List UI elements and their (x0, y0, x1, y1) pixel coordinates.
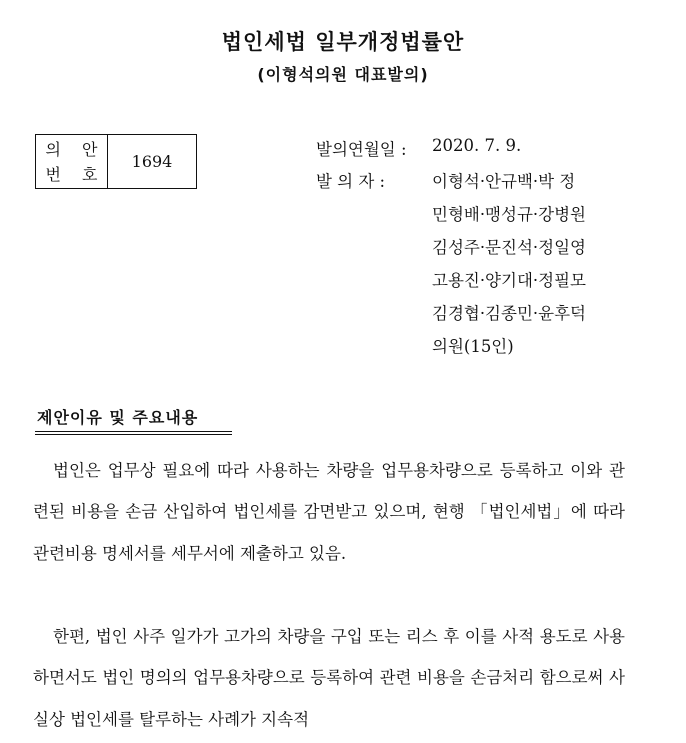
proposer-line: 김성주·문진석·정일영 (432, 238, 586, 257)
bill-number-label (36, 135, 108, 188)
bill-number-value: 1694 (131, 152, 173, 171)
paragraph-1: 법인은 업무상 필요에 따라 사용하는 차량을 업무용차량으로 등록하고 이와 관련된 비용을 손금 산입하여 법인세를 감면받고 있으며, 현행 「법인세법」에 따라 관련비용 명세서를 세무서에 제출하고 있음. (33, 461, 625, 563)
date-value: 2020. 7. 9. (432, 136, 522, 155)
date-label: 발의연월일 : (316, 140, 407, 159)
proposer-line: 이형석·안규백·박 정 (432, 172, 576, 191)
section-underline (35, 434, 232, 435)
section-heading: 제안이유 및 주요내용 (37, 408, 199, 427)
bill-title: 법인세법 일부개정법률안 (221, 30, 465, 54)
section-underline (35, 431, 232, 432)
paragraph-2: 한편, 법인 사주 일가가 고가의 차량을 구입 또는 리스 후 이를 사적 용도로 사용하면서도 법인 명의의 업무용차량으로 등록하여 관련 비용을 손금처리 함으로써 사실상 법인세를 탈루하는 사례가 지속적 (33, 627, 625, 729)
bill-subtitle: (이형석의원 대표발의) (257, 65, 429, 84)
proposer-line: 의원(15인) (432, 337, 514, 356)
proposer-label: 발 의 자 : (316, 172, 386, 191)
proposer-line: 고용진·양기대·정필모 (432, 271, 586, 290)
bill-number-label-line1: 의 안 (45, 139, 106, 159)
proposer-line: 민형배·맹성규·강병원 (432, 205, 586, 224)
bill-number-box (35, 134, 197, 189)
proposer-line: 김경협·김종민·윤후덕 (432, 304, 586, 323)
bill-number-label-line2: 번 호 (45, 164, 106, 184)
